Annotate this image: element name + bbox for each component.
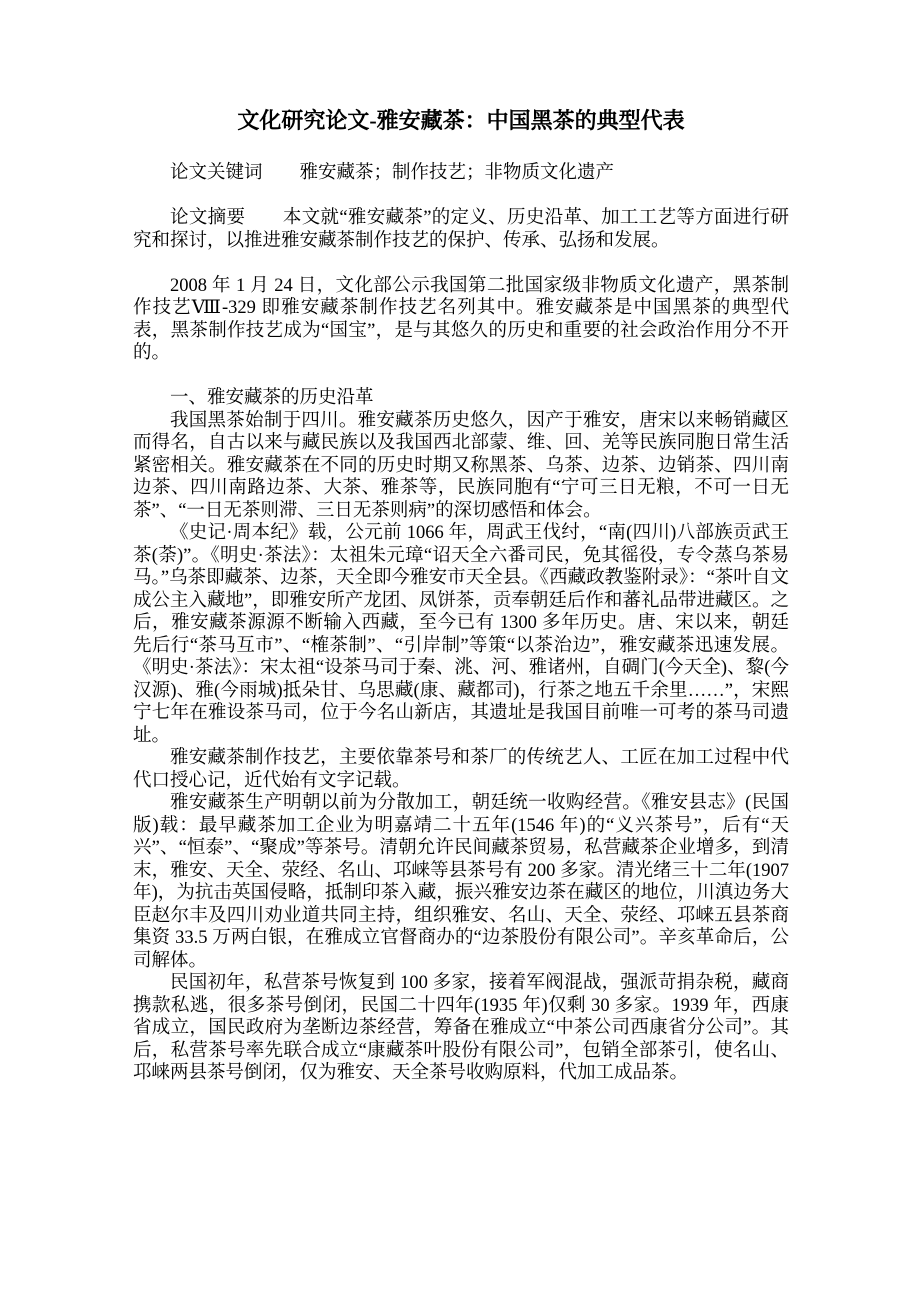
section-heading-history: 一、雅安藏茶的历史沿革 — [170, 388, 374, 408]
body-paragraph-craft-transmission: 雅安藏茶制作技艺，主要依靠茶号和茶厂的传统艺人、工匠在加工过程中代代口授心记，近代始有文字记载。 — [133, 748, 789, 791]
intro-paragraph: 2008 年 1 月 24 日，文化部公示我国第二批国家级非物质文化遗产，黑茶制作技艺Ⅷ-329 即雅安藏茶制作技艺名列其中。雅安藏茶是中国黑茶的典型代表，黑茶制作技艺成为“国宝”，是与其悠久的历史和重要的社会政治作用分不开的。 — [133, 275, 789, 363]
body-paragraph-historical-records: 《史记·周本纪》载，公元前 1066 年，周武王伐纣，“南(四川)八部族贡武王茶(荼)”。《明史·茶法》：太祖朱元璋“诏天全六番司民，免其徭役，专令蒸乌茶易马。”乌茶即藏茶、边茶，天全即今雅安市天全县。《西藏政教鉴附录》：“茶叶自文成公主入藏地”，即雅安所产龙团、凤饼茶，贡奉朝廷后作和蕃礼品带进藏区。之后，雅安藏茶源源不断输入西藏，至今已有 1300 多年历史。唐、宋以来，朝廷先后行“茶马互市”、“榷茶制”、“引岸制”等策“以茶治边”，雅安藏茶迅速发展。《明史·茶法》：宋太祖“设茶马司于秦、洮、河、雅诸州，自碉门(今天全)、黎(今汉源)、雅(今雨城)抵朵甘、乌思藏(康、藏都司)，行茶之地五千余里……”，宋熙宁七年在雅设茶马司，位于今名山新店，其遗址是我国目前唯一可考的茶马司遗址。 — [133, 523, 789, 746]
keywords-paragraph: 论文关键词 雅安藏茶；制作技艺；非物质文化遗产 — [170, 163, 615, 183]
abstract-paragraph: 论文摘要 本文就“雅安藏茶”的定义、历史沿革、加工工艺等方面进行研究和探讨，以推进雅安藏茶制作技艺的保护、传承、弘扬和发展。 — [133, 208, 789, 251]
body-paragraph-history-overview: 我国黑茶始制于四川。雅安藏茶历史悠久，因产于雅安，唐宋以来畅销藏区而得名，自古以来与藏民族以及我国西北部蒙、维、回、羌等民族同胞日常生活紧密相关。雅安藏茶在不同的历史时期又称黑茶、乌茶、边茶、边销茶、四川南边茶、四川南路边茶、大茶、雅茶等，民族同胞有“宁可三日无粮，不可一日无茶”、“一日无茶则滞、三日无茶则病”的深切感悟和体会。 — [133, 410, 789, 521]
body-paragraph-production-history: 雅安藏茶生产明朝以前为分散加工，朝廷统一收购经营。《雅安县志》(民国版)载：最早藏茶加工企业为明嘉靖二十五年(1546 年)的“义兴茶号”，后有“天兴”、“恒泰”、“聚成”等茶号。清朝允许民间藏茶贸易，私营藏茶企业增多，到清末，雅安、天全、荥经、名山、邛崃等县茶号有 200 多家。清光绪三十二年(1907 年)，为抗击英国侵略，抵制印茶入藏，振兴雅安边茶在藏区的地位，川滇边务大臣赵尔丰及四川劝业道共同主持，组织雅安、名山、天全、荥经、邛崃五县茶商集资 33.5 万两白银，在雅成立官督商办的“边茶股份有限公司”。辛亥革命后，公司解体。 — [133, 793, 789, 971]
document-title: 文化研究论文-雅安藏茶：中国黑茶的典型代表 — [237, 108, 685, 133]
body-paragraph-republic-era: 民国初年，私营茶号恢复到 100 多家，接着军阀混战，强派苛捐杂税，藏商携款私逃，很多茶号倒闭，民国二十四年(1935 年)仅剩 30 多家。1939 年，西康省成立，国民政府为垄断边茶经营，筹备在雅成立“中茶公司西康省分公司”。其后，私营茶号率先联合成立“康藏茶叶股份有限公司”，包销全部茶引，使名山、邛崃两县茶号倒闭，仅为雅安、天全茶号收购原料，代加工成品茶。 — [133, 973, 789, 1083]
